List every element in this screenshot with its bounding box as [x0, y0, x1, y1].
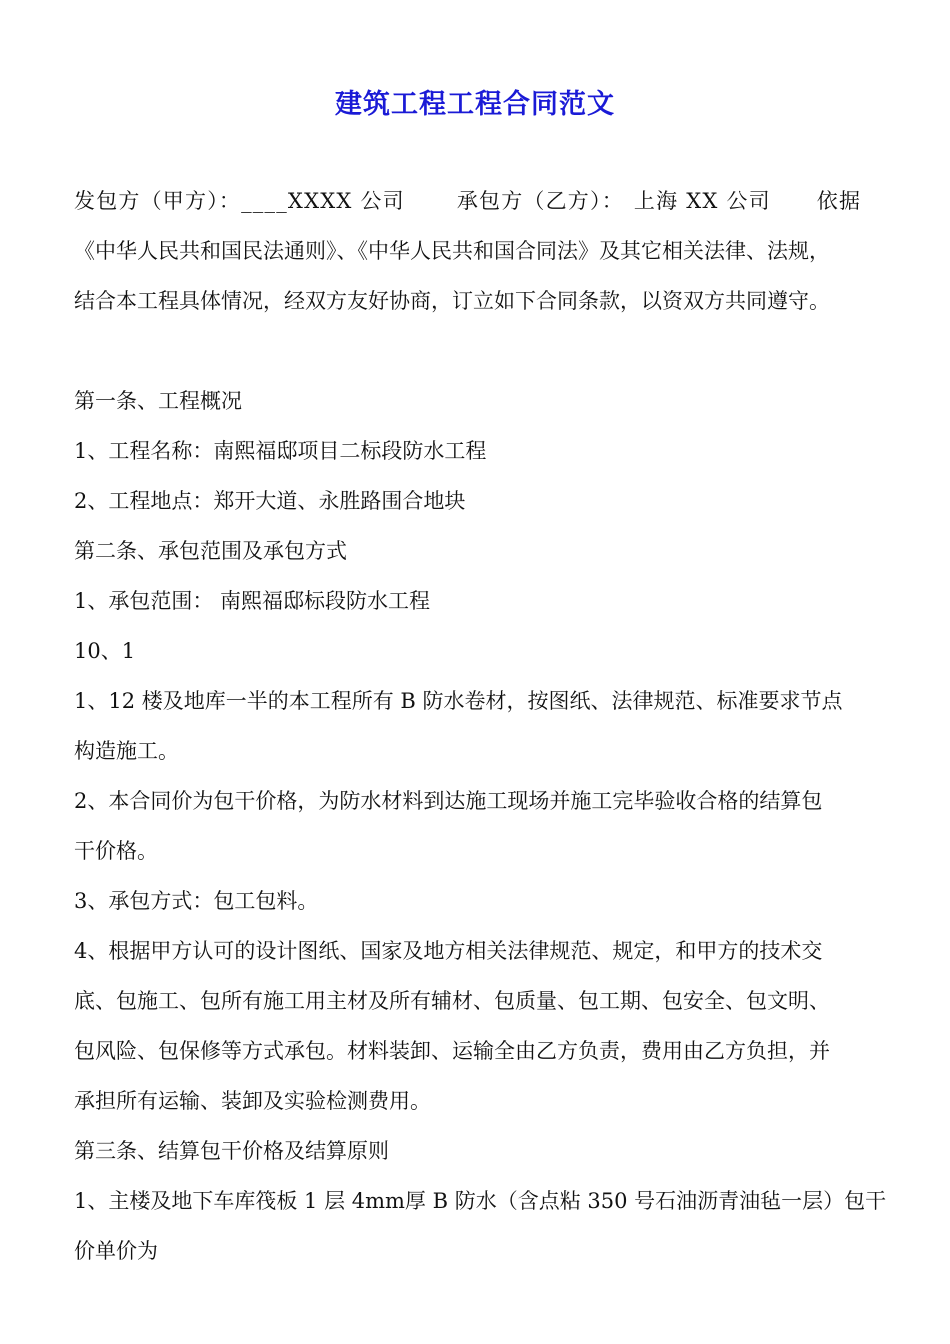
document-title: 建筑工程工程合同范文	[335, 89, 615, 120]
intro-line-2: 《中华人民共和国民法通则》、《中华人民共和国合同法》及其它相关法律、法规，	[74, 239, 830, 263]
section-3-heading: 第三条、结算包干价格及结算原则	[74, 1139, 389, 1163]
body-line: 3、承包方式：包工包料。	[74, 889, 319, 913]
intro-line-1	[74, 186, 884, 216]
body-line: 底、包施工、包所有施工用主材及所有辅材、包质量、包工期、包安全、包文明、	[74, 989, 830, 1013]
party-a-name: XXXX 公司	[287, 189, 405, 213]
party-a-label: 发包方（甲方）：	[74, 189, 242, 213]
body-line: 价单价为	[74, 1239, 158, 1263]
body-line: 承担所有运输、装卸及实验检测费用。	[74, 1089, 431, 1113]
body-line: 10、1	[74, 639, 136, 663]
body-line: 2、工程地点：郑开大道、永胜路围合地块	[74, 489, 466, 513]
body-line: 2、本合同价为包干价格，为防水材料到达施工现场并施工完毕验收合格的结算包	[74, 789, 823, 813]
party-a-blank: ____	[241, 189, 288, 213]
body-line: 1、工程名称：南熙福邸项目二标段防水工程	[74, 439, 487, 463]
body-line: 1、主楼及地下车库筏板 1 层 4mm厚 B 防水（含点粘 350 号石油沥青油毡一层）包干	[74, 1189, 887, 1213]
body-line: 4、根据甲方认可的设计图纸、国家及地方相关法律规范、规定，和甲方的技术交	[74, 939, 823, 963]
body-line: 1、承包范围： 南熙福邸标段防水工程	[74, 589, 431, 613]
intro-line-3: 结合本工程具体情况，经双方友好协商，订立如下合同条款，以资双方共同遵守。	[74, 289, 830, 313]
basis-word: 依据	[816, 189, 862, 213]
body-line: 1、12 楼及地库一半的本工程所有 B 防水卷材，按图纸、法律规范、标准要求节点	[74, 689, 843, 713]
body-line: 包风险、包保修等方式承包。材料装卸、运输全由乙方负责，费用由乙方负担，并	[74, 1039, 830, 1063]
section-2-heading: 第二条、承包范围及承包方式	[74, 539, 347, 563]
party-b-name: 上海 XX 公司	[633, 189, 771, 213]
section-1-heading: 第一条、工程概况	[74, 389, 242, 413]
body-line: 构造施工。	[74, 739, 179, 763]
body-line: 干价格。	[74, 839, 158, 863]
party-b-label: 承包方（乙方）：	[456, 189, 624, 213]
